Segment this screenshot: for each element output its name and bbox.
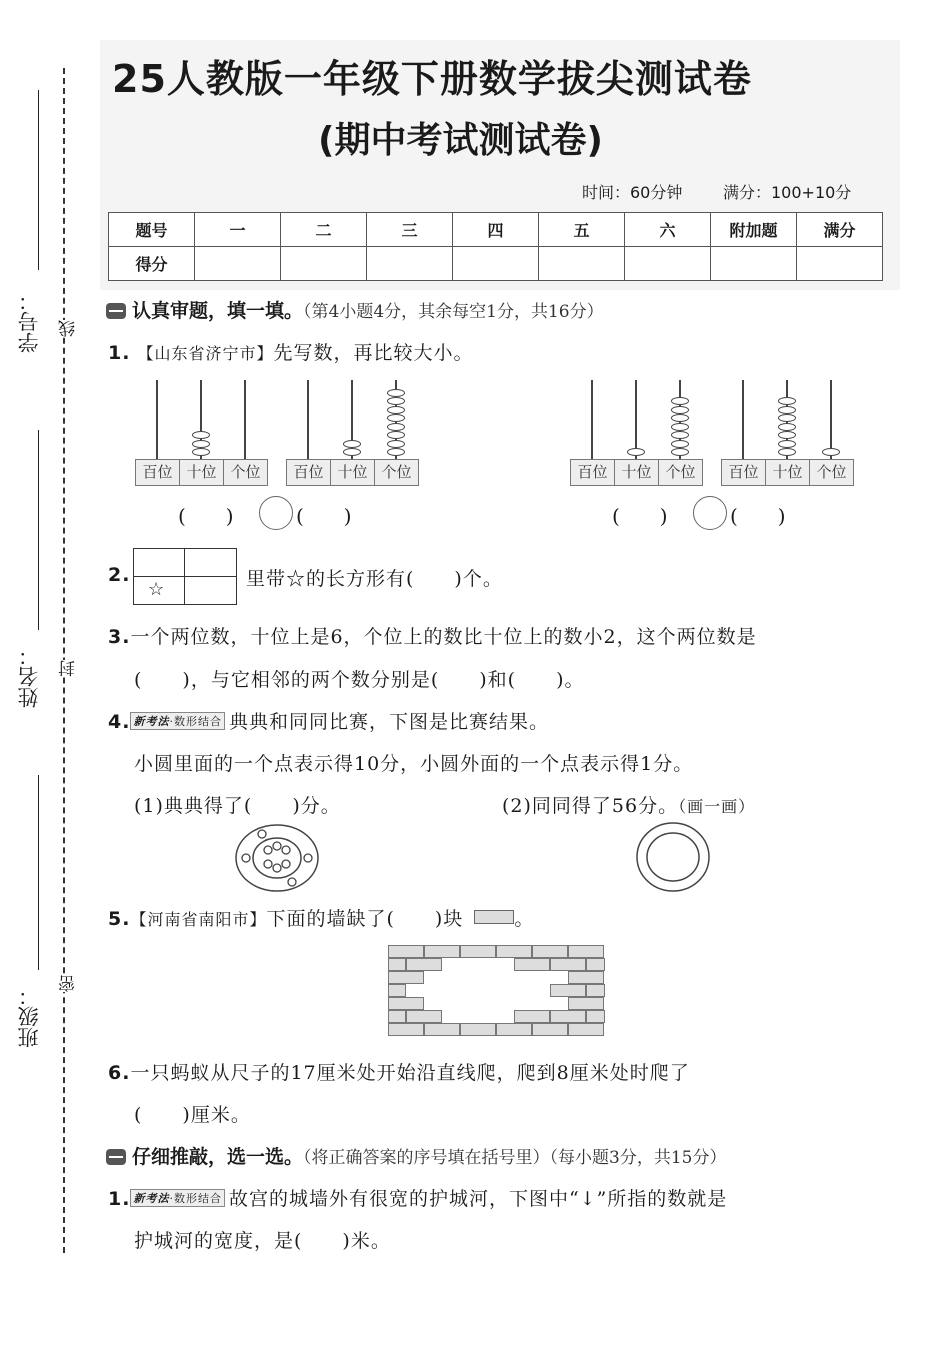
abacus-bead [387,389,405,397]
abacus-bead [671,431,689,439]
section2-title: 仔细推敲，选一选。 [132,1146,304,1168]
wall-brick [496,1023,532,1036]
abacus-bead [671,414,689,422]
section2-heading [106,1142,726,1169]
q1-number: 1. [108,342,131,364]
q1-blank-b[interactable]: ( ) [296,504,352,528]
wall-brick [550,1010,586,1023]
score-cell-6: 六 [625,213,711,247]
q2-number: 2. [108,564,131,586]
abacus-place-label: 百位 [136,460,180,485]
wall-brick [532,1023,568,1036]
abacus-place-label: 十位 [766,460,810,485]
abacus-base [286,459,419,486]
q6-line2: ( )厘米。 [134,1104,251,1126]
score-cell-4: 四 [453,213,539,247]
score-input[interactable] [539,247,625,281]
wall-brick [568,997,604,1010]
wall-brick [460,1023,496,1036]
score-row-label: 得分 [109,247,195,281]
abacus-bead [778,440,796,448]
abacus-place-label: 百位 [722,460,766,485]
inner-score-dot [273,864,281,872]
wall-brick [532,945,568,958]
question-4 [108,707,549,734]
seal-secret-mark: 密 [56,975,81,992]
score-cell-1: 一 [195,213,281,247]
wall-brick [550,958,586,971]
abacus-place-label: 个位 [230,463,261,481]
wall-brick [586,958,605,971]
seal-seal-mark: 封 [56,660,81,677]
score-input[interactable] [367,247,453,281]
wall-brick [424,945,460,958]
score-input[interactable] [797,247,883,281]
wall-brick [388,997,424,1010]
abacus-bead [387,423,405,431]
q5-brick-wall [388,945,605,1039]
abacus-place-label: 个位 [816,463,847,481]
question-2-number [108,564,130,586]
time-info: 时间：60分钟 [582,183,683,202]
q5-end: 。 [514,908,535,930]
abacus-bead [778,406,796,414]
inner-score-dot [273,842,281,850]
abacus-rod [244,380,246,459]
q6-line1: 一只蚂蚁从尺子的17厘米处开始沿直线爬，爬到8厘米处时爬了 [130,1062,690,1084]
abacus-rod [591,380,593,459]
q4-dian-target [232,822,322,894]
wall-brick [388,971,424,984]
class-line [38,775,39,970]
abacus-rod [742,380,744,459]
abacus-place-label: 个位 [665,463,696,481]
s2q1-tag-kind: ·数形结合 [169,1192,222,1205]
wall-brick [388,984,406,997]
q1-compare-circle-left[interactable] [259,496,293,530]
q4-sub2 [502,791,755,818]
question-3 [108,622,757,649]
q1-blank-d[interactable]: ( ) [730,504,786,528]
q4-tong-target[interactable] [634,820,712,894]
section-number-icon [106,303,126,319]
question-5 [108,904,534,931]
outer-score-dot [288,878,296,886]
s2q1-line1: 故宫的城墙外有很宽的护城河，下图中“↓”所指的数就是 [228,1188,728,1210]
s2q1-number: 1. [108,1188,131,1210]
abacus-bead [671,440,689,448]
wall-brick [550,984,586,997]
q1-source-tag: 【山东省济宁市】 [137,344,274,363]
q2-figure-hline [134,576,236,577]
abacus-bead [387,431,405,439]
q3-line1: 一个两位数，十位上是6，个位上的数比十位上的数小2，这个两位数是 [130,626,757,648]
score-input[interactable] [195,247,281,281]
abacus-bead [778,431,796,439]
score-cell-bonus: 附加题 [711,213,797,247]
score-table-header-row [109,213,883,247]
wall-brick [496,945,532,958]
q5-text: 下面的墙缺了( )块 [266,908,464,930]
question-6 [108,1058,690,1085]
score-cell-total: 满分 [797,213,883,247]
abacus-bead [671,406,689,414]
q4-text: 典典和同同比赛，下图是比赛结果。 [228,711,549,733]
wall-brick [568,945,604,958]
full-score-info: 满分：100+10分 [723,183,852,202]
section-number-icon [106,1149,126,1165]
abacus-place-label: 百位 [571,460,615,485]
abacus-bead [778,448,796,456]
score-cell-label: 题号 [109,213,195,247]
wall-brick [388,1010,406,1023]
q2-rectangle-figure [133,548,237,605]
abacus-bead [343,448,361,456]
wall-brick [388,958,406,971]
abacus-bead [671,423,689,431]
abacus-bead [387,448,405,456]
abacus-place-label: 个位 [381,463,412,481]
q2-text: 里带☆的长方形有( )个。 [246,568,503,590]
page-title: 25人教版一年级下册数学拔尖测试卷 [112,57,752,101]
q4-sub2-hint: （画一画） [678,797,756,816]
q6-number: 6. [108,1062,131,1084]
question-1 [108,338,474,365]
wall-brick [406,958,442,971]
abacus-bead [778,423,796,431]
section2-question-1 [108,1184,727,1211]
section1-note: （第4小题4分，其余每空1分，共16分） [303,302,604,322]
score-table-score-row [109,247,883,281]
wall-brick [568,971,604,984]
section1-title: 认真审题，填一填。 [132,300,304,322]
abacus-bead [671,397,689,405]
score-input[interactable] [453,247,539,281]
q1-text: 先写数，再比较大小。 [273,342,474,364]
abacus-place-label: 十位 [615,460,659,485]
wall-brick [586,1010,605,1023]
abacus-bead [778,414,796,422]
abacus-bead [192,448,210,456]
q4-tag-new: 新考法 [133,715,170,728]
student-id-line [38,90,39,270]
q1-compare-circle-right[interactable] [693,496,727,530]
abacus-rod [156,380,158,459]
abacus-bead [778,397,796,405]
abacus-bead [192,431,210,439]
q4-tong-inner-circle [647,833,699,881]
section1-heading [106,296,604,323]
star-icon: ☆ [148,579,165,600]
abacus-bead [627,448,645,456]
abacus-base [135,459,268,486]
abacus-bead [343,440,361,448]
q4-new-method-tag [130,712,225,730]
class-label: 班级： [17,985,41,1048]
score-input[interactable] [711,247,797,281]
abacus-bead [387,414,405,422]
abacus-rod [307,380,309,459]
score-table [108,212,883,281]
score-cell-3: 三 [367,213,453,247]
wall-brick [406,1010,442,1023]
wall-brick [460,945,496,958]
score-cell-5: 五 [539,213,625,247]
s2q1-new-method-tag [130,1189,225,1207]
outer-score-dot [304,854,312,862]
q5-source-tag: 【河南省南阳市】 [130,910,267,929]
wall-brick [424,1023,460,1036]
abacus-place-label: 十位 [180,460,224,485]
score-input[interactable] [281,247,367,281]
outer-score-dot [242,854,250,862]
q1-blank-a[interactable]: ( ) [178,504,234,528]
inner-score-dot [264,846,272,854]
abacus-bead [822,448,840,456]
abacus-bead [387,406,405,414]
q4-number: 4. [108,711,131,733]
abacus-bead [387,440,405,448]
inner-score-dot [264,860,272,868]
student-id-label: 学号： [17,290,41,353]
wall-brick [514,1010,550,1023]
q1-blank-c[interactable]: ( ) [612,504,668,528]
q3-number: 3. [108,626,131,648]
name-line [38,430,39,630]
q4-tag-kind: ·数形结合 [169,715,222,728]
section2-note: （将正确答案的序号填在括号里）（每小题3分，共15分） [303,1148,727,1168]
inner-score-dot [282,846,290,854]
score-cell-2: 二 [281,213,367,247]
wall-brick [388,1023,424,1036]
abacus-base [570,459,703,486]
abacus-place-label: 百位 [287,460,331,485]
wall-brick [586,984,605,997]
page-subtitle: (期中考试测试卷) [318,120,603,161]
brick-icon [474,910,514,924]
abacus-bead [387,397,405,405]
wall-brick [388,945,424,958]
seal-line-mark: 线 [56,320,81,337]
q3-line2: ( )，与它相邻的两个数分别是( )和( )。 [134,669,585,691]
score-input[interactable] [625,247,711,281]
abacus-bead [192,440,210,448]
q4-line2: 小圆里面的一个点表示得10分，小圆外面的一个点表示得1分。 [134,753,694,775]
s2q1-tag-new: 新考法 [133,1192,170,1205]
name-label: 姓名： [17,645,41,708]
inner-score-dot [282,860,290,868]
abacus-place-label: 十位 [331,460,375,485]
q5-number: 5. [108,908,131,930]
q4-sub1: (1)典典得了( )分。 [134,795,341,817]
wall-brick [514,958,550,971]
abacus-bead [671,448,689,456]
wall-brick [568,1023,604,1036]
abacus-base [721,459,854,486]
outer-score-dot [258,830,266,838]
q4-sub2-text: (2)同同得了56分。 [502,795,679,817]
s2q1-line2: 护城河的宽度，是( )米。 [134,1230,391,1252]
